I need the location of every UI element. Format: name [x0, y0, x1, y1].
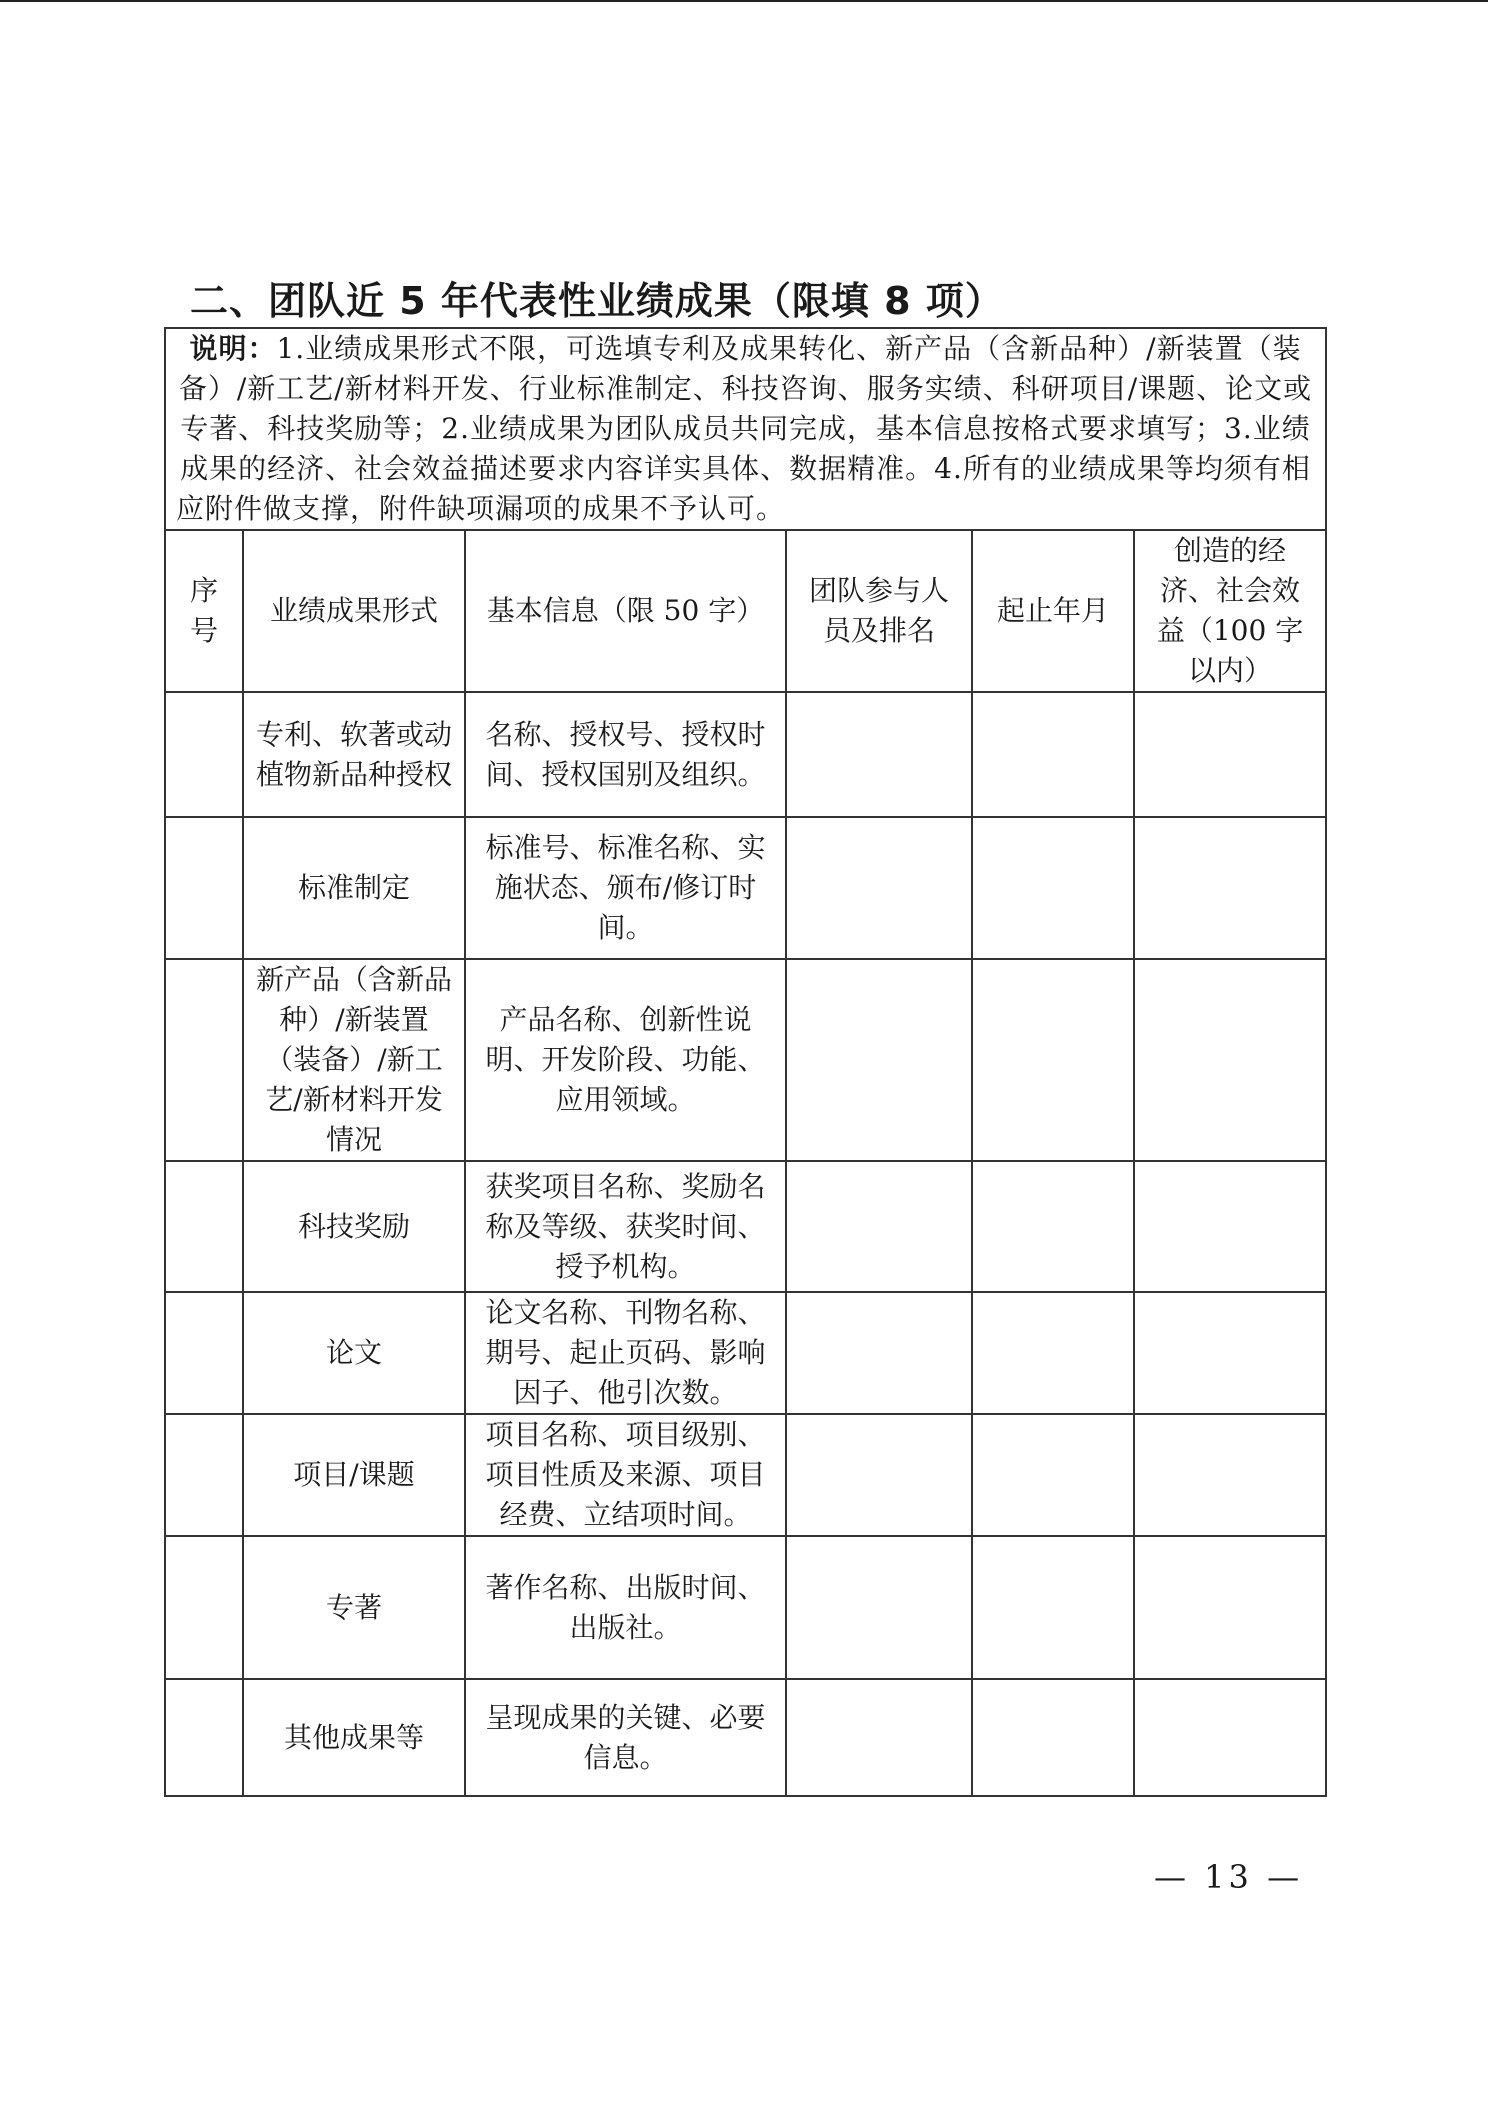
seq-cell[interactable]	[165, 1414, 243, 1536]
period-cell[interactable]	[972, 1536, 1134, 1679]
period-cell[interactable]	[972, 1292, 1134, 1414]
form-cell: 项目/课题	[243, 1414, 465, 1536]
seq-cell[interactable]	[165, 692, 243, 817]
benefit-cell[interactable]	[1134, 1292, 1326, 1414]
benefit-cell[interactable]	[1134, 1414, 1326, 1536]
header-form: 业绩成果形式	[243, 530, 465, 692]
period-cell[interactable]	[972, 1414, 1134, 1536]
form-cell: 专著	[243, 1536, 465, 1679]
form-cell: 专利、软著或动植物新品种授权	[243, 692, 465, 817]
page-number: — 13 —	[1154, 1858, 1304, 1896]
form-cell: 科技奖励	[243, 1161, 465, 1292]
table-row	[165, 959, 1326, 1161]
members-cell[interactable]	[786, 817, 972, 959]
note-text: 1.业绩成果形式不限，可选填专利及成果转化、新产品（含新品种）/新装置（装备）/新工艺/新材料开发、行业标准制定、科技咨询、服务实绩、科研项目/课题、论文或专著、科技奖励等；2.业绩成果为团队成员共同完成，基本信息按格式要求填写；3.业绩成果的经济、社会效益描述要求内容详实具体、数据精准。4.所有的业绩成果等均须有相应附件做支撑，附件缺项漏项的成果不予认可。	[176, 332, 1313, 525]
form-cell: 其他成果等	[243, 1679, 465, 1796]
members-cell[interactable]	[786, 692, 972, 817]
table-row	[165, 817, 1326, 959]
seq-cell[interactable]	[165, 1679, 243, 1796]
form-cell: 标准制定	[243, 817, 465, 959]
table-row	[165, 1536, 1326, 1679]
achievements-table	[164, 327, 1327, 1797]
members-cell[interactable]	[786, 1679, 972, 1796]
header-row	[165, 530, 1326, 692]
period-cell[interactable]	[972, 959, 1134, 1161]
info-cell: 名称、授权号、授权时间、授权国别及组织。	[465, 692, 786, 817]
seq-cell[interactable]	[165, 959, 243, 1161]
info-cell: 产品名称、创新性说明、开发阶段、功能、应用领域。	[465, 959, 786, 1161]
note-cell	[165, 328, 1326, 530]
info-cell: 论文名称、刊物名称、期号、起止页码、影响因子、他引次数。	[465, 1292, 786, 1414]
table-row	[165, 1679, 1326, 1796]
info-cell: 呈现成果的关键、必要信息。	[465, 1679, 786, 1796]
header-info: 基本信息（限 50 字）	[465, 530, 786, 692]
table-row	[165, 1292, 1326, 1414]
note-label: 说明：	[189, 332, 277, 365]
members-cell[interactable]	[786, 1536, 972, 1679]
note-row	[165, 328, 1326, 530]
info-cell: 标准号、标准名称、实施状态、颁布/修订时间。	[465, 817, 786, 959]
header-period: 起止年月	[972, 530, 1134, 692]
seq-cell[interactable]	[165, 1536, 243, 1679]
benefit-cell[interactable]	[1134, 692, 1326, 817]
header-benefit: 创造的经济、社会效益（100 字以内）	[1134, 530, 1326, 692]
form-cell: 新产品（含新品种）/新装置（装备）/新工艺/新材料开发情况	[243, 959, 465, 1161]
seq-cell[interactable]	[165, 1292, 243, 1414]
members-cell[interactable]	[786, 1414, 972, 1536]
benefit-cell[interactable]	[1134, 1679, 1326, 1796]
header-seq: 序号	[165, 530, 243, 692]
info-cell: 获奖项目名称、奖励名称及等级、获奖时间、授予机构。	[465, 1161, 786, 1292]
benefit-cell[interactable]	[1134, 817, 1326, 959]
table-row	[165, 1414, 1326, 1536]
seq-cell[interactable]	[165, 817, 243, 959]
period-cell[interactable]	[972, 1161, 1134, 1292]
members-cell[interactable]	[786, 1161, 972, 1292]
benefit-cell[interactable]	[1134, 1161, 1326, 1292]
info-cell: 项目名称、项目级别、项目性质及来源、项目经费、立结项时间。	[465, 1414, 786, 1536]
info-cell: 著作名称、出版时间、出版社。	[465, 1536, 786, 1679]
period-cell[interactable]	[972, 1679, 1134, 1796]
benefit-cell[interactable]	[1134, 959, 1326, 1161]
header-members: 团队参与人员及排名	[786, 530, 972, 692]
form-cell: 论文	[243, 1292, 465, 1414]
period-cell[interactable]	[972, 692, 1134, 817]
table-row	[165, 692, 1326, 817]
seq-cell[interactable]	[165, 1161, 243, 1292]
members-cell[interactable]	[786, 959, 972, 1161]
benefit-cell[interactable]	[1134, 1536, 1326, 1679]
members-cell[interactable]	[786, 1292, 972, 1414]
section-title: 二、团队近 5 年代表性业绩成果（限填 8 项）	[190, 279, 1004, 323]
table-row	[165, 1161, 1326, 1292]
period-cell[interactable]	[972, 817, 1134, 959]
